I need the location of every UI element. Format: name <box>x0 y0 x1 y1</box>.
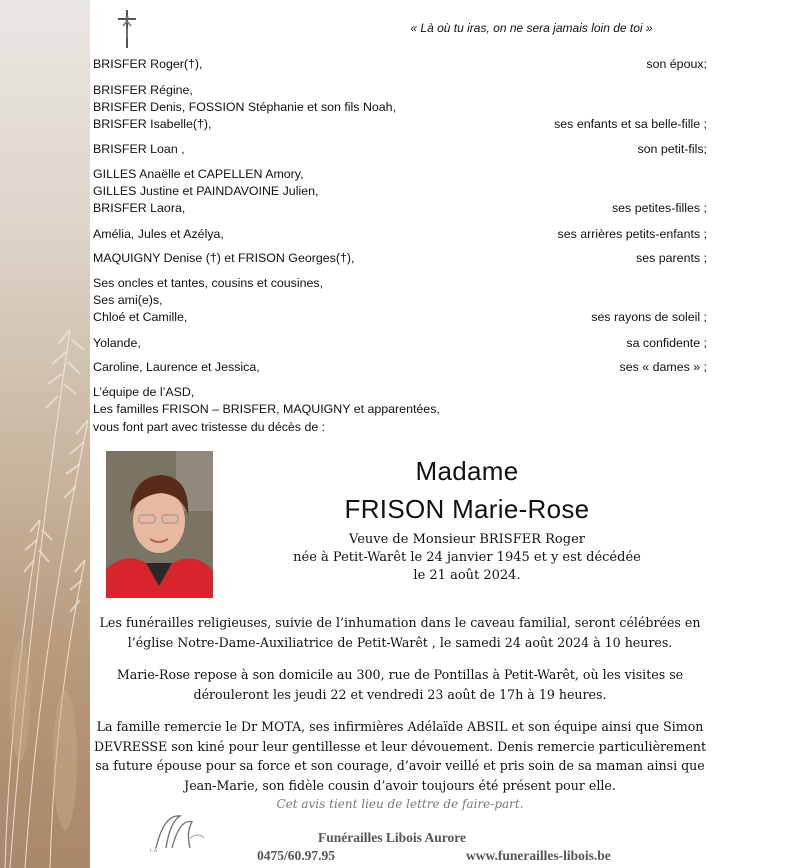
family-line: Ses oncles et tantes, cousins et cousines, <box>93 276 324 290</box>
family-relation: ses rayons de soleil ; <box>591 310 707 324</box>
announcement: vous font part avec tristesse du décès de : <box>93 420 326 434</box>
family-relation: son époux; <box>646 57 707 71</box>
family-relation: sa confidente ; <box>626 336 707 350</box>
family-group-2 <box>93 82 707 133</box>
family-relation: ses enfants et sa belle-fille ; <box>554 117 707 131</box>
footer-website: www.funerailles-libois.be <box>466 848 611 863</box>
family-line: Yolande, <box>93 336 141 350</box>
family-line: L’équipe de l’ASD, <box>93 385 195 399</box>
decorative-grass-background <box>0 0 90 868</box>
family-line: Caroline, Laurence et Jessica, <box>93 360 260 374</box>
family-line: GILLES Justine et PAINDAVOINE Julien, <box>93 184 319 198</box>
family-group-8 <box>93 335 707 352</box>
thanks-paragraph: La famille remercie le Dr MOTA, ses infirmières Adélaïde ABSIL et son équipe ainsi que Simon DEVRESSE son kiné pour leur gentillesse et leur dévouement. Denis remercie particulièrement sa future épouse pour sa force et son courage, d’avoir veillé et pris soin de sa maman ainsi que Jean-Marie, son fidèle cousin d’avoir toujours été présent pour elle. <box>93 719 707 793</box>
family-group-10 <box>93 384 707 418</box>
footer-company: Funérailles Libois Aurore <box>318 830 467 845</box>
family-line: BRISFER Loan , <box>93 142 185 156</box>
family-line: BRISFER Laora, <box>93 201 186 215</box>
family-group-4 <box>93 166 707 217</box>
family-line: GILLES Anaëlle et CAPELLEN Amory, <box>93 167 304 181</box>
family-relation: son petit-fils; <box>637 142 707 156</box>
family-line: Amélia, Jules et Azélya, <box>93 227 224 241</box>
widow-line: Veuve de Monsieur BRISFER Roger <box>349 532 585 547</box>
epigraph: « Là où tu iras, on ne sera jamais loin de toi » <box>410 21 653 35</box>
family-relation: ses « dames » ; <box>619 360 707 374</box>
visitation-paragraph: Marie-Rose repose à son domicile au 300, rue de Pontillas à Petit-Warêt, où les visites se dérouleront les jeudi 22 et vendredi 23 août de 17h à 19 heures. <box>116 667 684 702</box>
deceased-name: FRISON Marie-Rose <box>344 494 590 524</box>
funeral-paragraph: Les funérailles religieuses, suivie de l’inhumation dans le caveau familial, seront célébrées en l’église Notre-Dame-Auxiliatrice de Petit-Warêt , le samedi 24 août 2024 à 10 heures. <box>99 615 701 650</box>
family-line: BRISFER Régine, <box>93 83 193 97</box>
family-group-7 <box>93 275 707 326</box>
family-line: BRISFER Roger(†), <box>93 57 203 71</box>
deceased-name-block <box>260 455 674 585</box>
closing-note: Cet avis tient lieu de lettre de faire-part. <box>276 797 524 811</box>
deceased-title: Madame <box>415 456 519 486</box>
birth-death-line-1: née à Petit-Warêt le 24 janvier 1945 et y est décédée <box>293 550 641 565</box>
footer-phone: 0475/60.97.95 <box>257 848 336 863</box>
deceased-photo <box>106 451 213 598</box>
logo-text: LA <box>150 848 159 854</box>
family-group-6 <box>93 250 707 267</box>
family-group-9 <box>93 359 707 376</box>
crucifix-icon <box>116 10 138 53</box>
family-group-3 <box>93 141 707 158</box>
family-line: Les familles FRISON – BRISFER, MAQUIGNY et apparentées, <box>93 402 440 416</box>
family-relation: ses parents ; <box>636 251 707 265</box>
family-line: BRISFER Denis, FOSSION Stéphanie et son fils Noah, <box>93 100 397 114</box>
family-line: Ses ami(e)s, <box>93 293 163 307</box>
family-relation: ses petites-filles ; <box>611 201 707 215</box>
funeral-home-logo <box>150 808 210 863</box>
family-line: MAQUIGNY Denise (†) et FRISON Georges(†), <box>93 251 355 265</box>
family-line: Chloé et Camille, <box>93 310 188 324</box>
birth-death-line-2: le 21 août 2024. <box>413 568 521 583</box>
family-relation: ses arrières petits-enfants ; <box>557 227 707 241</box>
family-group-1 <box>93 56 707 73</box>
family-line: BRISFER Isabelle(†), <box>93 117 212 131</box>
family-group-5 <box>93 226 707 243</box>
